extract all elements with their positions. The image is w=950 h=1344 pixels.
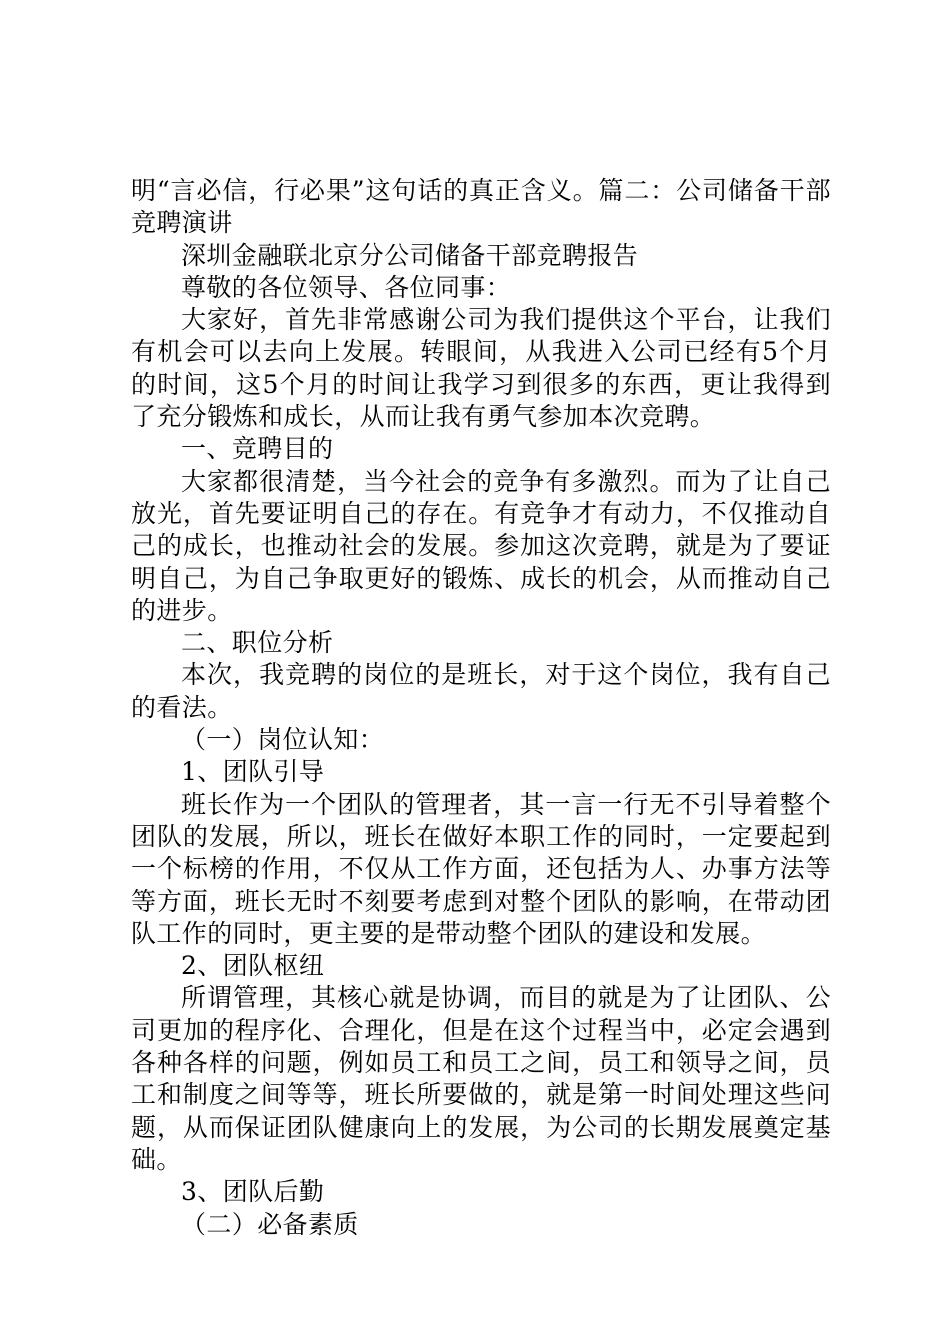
- paragraph-salutation: 尊敬的各位领导、各位同事：: [181, 272, 512, 302]
- paragraph-purpose: 大家都很清楚，当今社会的竞争有多激烈。而为了让自己放光，首先要证明自己的存在。有竞争才有动力，不仅推动自己的成长，也推动社会的发展。参加这次竞聘，就是为了要证明自己，为自己争取更好的锻炼、成长的机会，从而推动自己的进步。: [131, 466, 831, 625]
- document-body: [131, 175, 831, 1241]
- paragraph-team-guidance: 班长作为一个团队的管理者，其一言一行无不引导着整个团队的发展，所以，班长在做好本职工作的同时，一定要起到一个标榜的作用，不仅从工作方面，还包括为人、办事方法等等方面，班长无时不刻要考虑到对整个团队的影响，在带动团队工作的同时，更主要的是带动整个团队的建设和发展。: [131, 789, 831, 948]
- paragraph-intro-continuation: 明“言必信，行必果”这句话的真正含义。篇二：公司储备干部竞聘演讲: [131, 176, 831, 238]
- item-team-logistics: 3、团队后勤: [181, 1177, 325, 1207]
- paragraph-position: 本次，我竞聘的岗位的是班长，对于这个岗位，我有自己的看法。: [131, 660, 831, 722]
- heading-position-analysis: 二、职位分析: [181, 628, 334, 658]
- paragraph-report-title: 深圳金融联北京分公司储备干部竞聘报告: [181, 240, 639, 270]
- item-team-hub: 2、团队枢纽: [181, 951, 325, 981]
- subheading-required-qualities: （二）必备素质: [181, 1209, 359, 1239]
- paragraph-greeting: 大家好，首先非常感谢公司为我们提供这个平台，让我们有机会可以去向上发展。转眼间，从我进入公司已经有5个月的时间，这5个月的时间让我学习到很多的东西，更让我得到了充分锻炼和成长，从而让我有勇气参加本次竞聘。: [131, 305, 831, 432]
- paragraph-team-hub: 所谓管理，其核心就是协调，而目的就是为了让团队、公司更加的程序化、合理化，但是在这个过程当中，必定会遇到各种各样的问题，例如员工和员工之间，员工和领导之间，员工和制度之间等等，班长所要做的，就是第一时间处理这些问题，从而保证团队健康向上的发展，为公司的长期发展奠定基础。: [131, 983, 831, 1174]
- item-team-guidance: 1、团队引导: [181, 757, 325, 787]
- subheading-position-cognition: （一）岗位认知：: [181, 725, 385, 755]
- heading-purpose: 一、竞聘目的: [181, 434, 334, 464]
